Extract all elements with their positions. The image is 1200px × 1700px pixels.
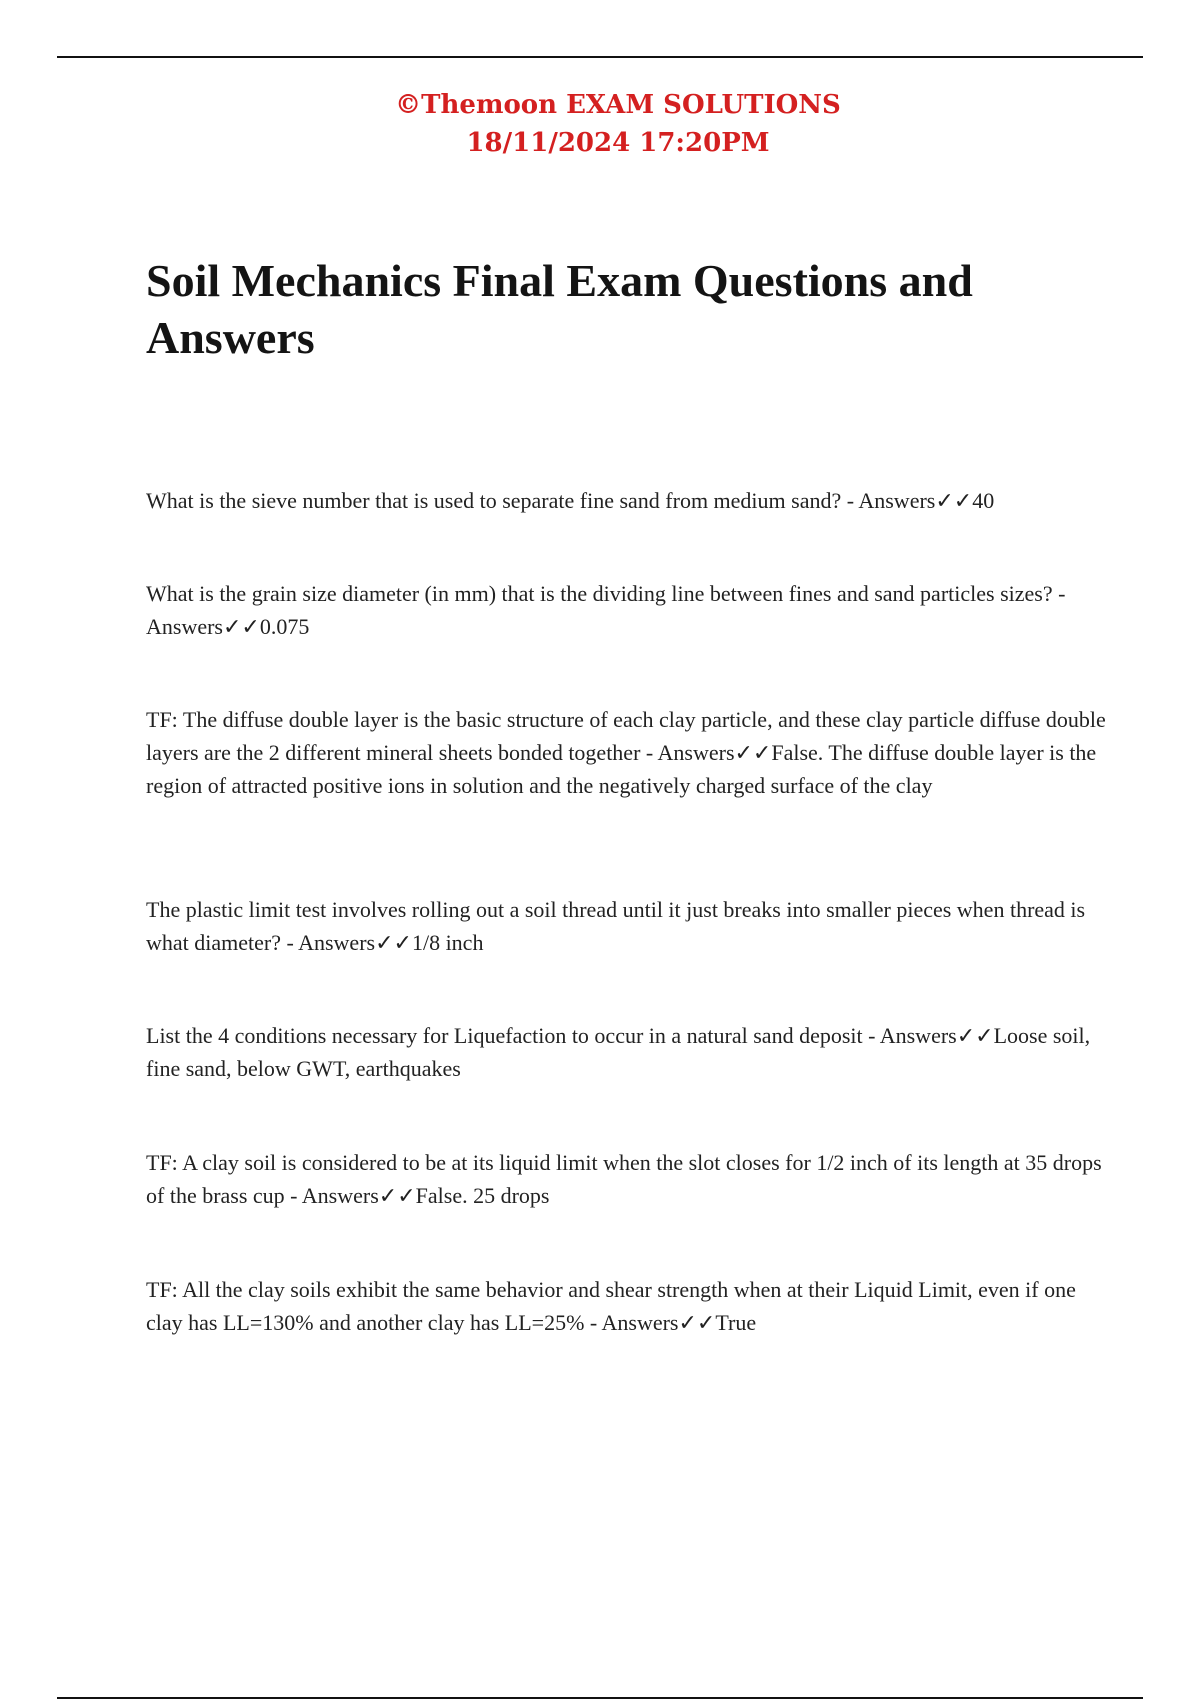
qa-item-4: The plastic limit test involves rolling out a soil thread until it just breaks into smaller pieces when thread is what diameter? - Answers✓✓1/8 inch <box>146 897 1086 955</box>
top-rule <box>57 56 1143 58</box>
document-title: Soil Mechanics Final Exam Questions and Answers <box>146 255 973 363</box>
qa-item-1: What is the sieve number that is used to separate fine sand from medium sand? - Answers✓✓40 <box>146 488 995 513</box>
qa-item-7: TF: All the clay soils exhibit the same behavior and shear strength when at their Liquid Limit, even if one clay has LL=130% and another clay has LL=25% - Answers✓✓True <box>146 1277 1076 1335</box>
qa-item-5: List the 4 conditions necessary for Liquefaction to occur in a natural sand deposit - Answers✓✓Loose soil, fine sand, below GWT, earthquakes <box>146 1023 1091 1081</box>
copyright-line: ©Themoon EXAM SOLUTIONS <box>395 90 841 120</box>
qa-item-3: TF: The diffuse double layer is the basic structure of each clay particle, and these clay particle diffuse double layers are the 2 different mineral sheets bonded together - Answers✓✓False. The diffuse double layer is the region of attracted positive ions in solution and the negatively charged surface of the clay <box>146 707 1106 798</box>
bottom-rule <box>57 1697 1143 1699</box>
watermark-header <box>0 86 1200 162</box>
date-line: 18/11/2024 17:20PM <box>466 128 770 158</box>
qa-item-6: TF: A clay soil is considered to be at its liquid limit when the slot closes for 1/2 inch of its length at 35 drops of the brass cup - Answers✓✓False. 25 drops <box>146 1150 1102 1208</box>
qa-item-2: What is the grain size diameter (in mm) that is the dividing line between fines and sand particles sizes? - Answers✓✓0.075 <box>146 581 1066 639</box>
